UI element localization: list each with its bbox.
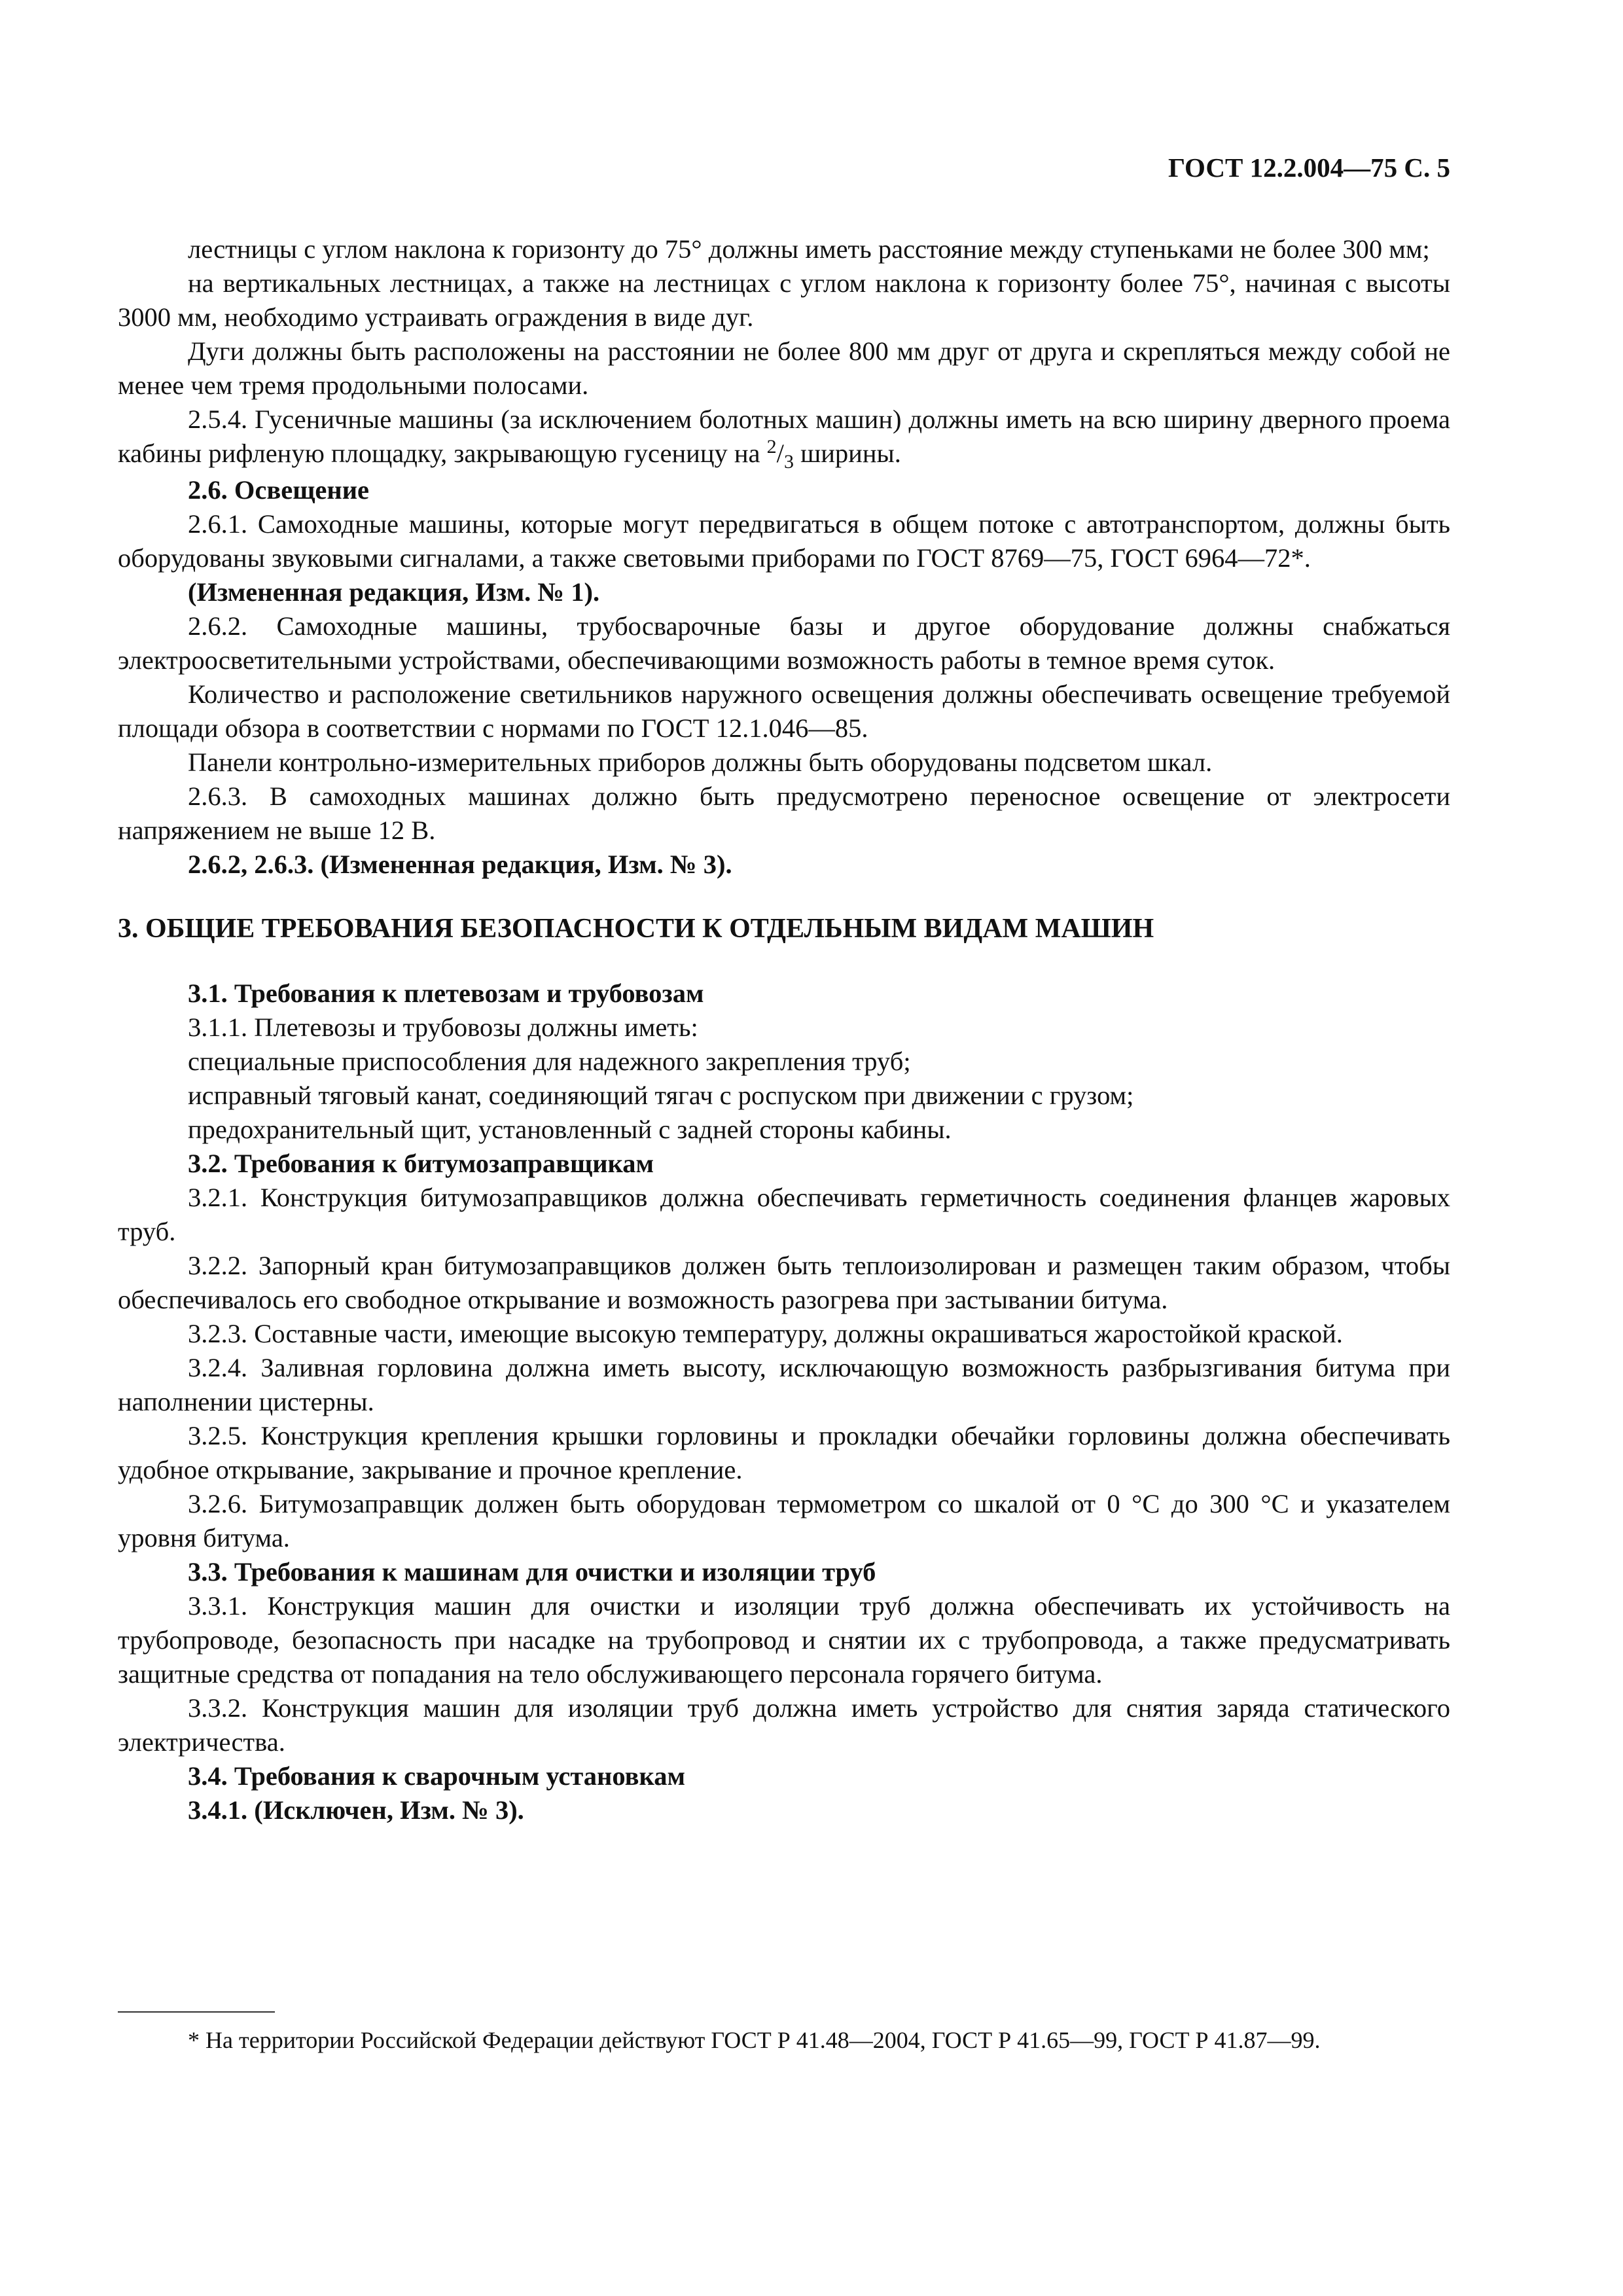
paragraph: исправный тяговый канат, соединяющий тягач с роспуском при движении с грузом;: [188, 1081, 1134, 1110]
paragraph: 3.2.5. Конструкция крепления крышки горловины и прокладки обечайки горловины должна обеспечивать удобное открывание, закрывание и прочное крепление.: [118, 1421, 1450, 1484]
subsection-heading: 3.3. Требования к машинам для очистки и изоляции труб: [188, 1557, 876, 1587]
footnote-divider: [118, 2011, 275, 2013]
paragraph: 2.6.3. В самоходных машинах должно быть предусмотрено переносное освещение от электросети напряжением не выше 12 В.: [118, 781, 1450, 845]
paragraph: [118, 848, 1450, 882]
paragraph: Панели контрольно-измерительных приборов должны быть оборудованы подсветом шкал.: [188, 747, 1213, 777]
revision-note: (Измененная редакция, Изм. № 3).: [320, 850, 732, 879]
fraction-numerator: 2: [766, 436, 777, 457]
paragraph: на вертикальных лестницах, а также на лестницах с углом наклона к горизонту более 75°, начиная с высоты 3000 мм, необходимо устраивать ограждения в виде дуг.: [118, 268, 1450, 332]
paragraph: лестницы с углом наклона к горизонту до 75° должны иметь расстояние между ступеньками не более 300 мм;: [188, 234, 1430, 264]
paragraph: 3.3.1. Конструкция машин для очистки и изоляции труб должна обеспечивать их устойчивость на трубопроводе, безопасность при насадке на трубопровод и снятии их с трубопровода, а также предусматривать защитные средства от попадания на тело обслуживающего персонала горячего битума.: [118, 1591, 1450, 1689]
paragraph: [118, 403, 1450, 473]
paragraph: 3.2.1. Конструкция битумозаправщиков должна обеспечивать герметичность соединения фланцев жаровых труб.: [118, 1183, 1450, 1246]
subsection-heading: 2.6. Освещение: [188, 475, 370, 505]
subsection-heading: 3.4. Требования к сварочным установкам: [188, 1761, 686, 1791]
document-body: [118, 232, 1450, 1827]
paragraph: 3.2.2. Запорный кран битумозаправщиков должен быть теплоизолирован и размещен таким образом, чтобы обеспечивалось его свободное открывание и возможность разогрева при застывании битума.: [118, 1251, 1450, 1314]
revision-note: (Исключен, Изм. № 3).: [254, 1795, 524, 1825]
subsection-heading: (Измененная редакция, Изм. № 1).: [188, 577, 600, 607]
fraction-slash: /: [776, 439, 784, 468]
paragraph: 2.6.2. Самоходные машины, трубосварочные базы и другое оборудование должны снабжаться электроосветительными устройствами, обеспечивающими возможность работы в темное время суток.: [118, 611, 1450, 675]
fraction-denominator: 3: [783, 451, 794, 473]
paragraph-text: ширины.: [793, 439, 901, 468]
clause-number: 2.6.2, 2.6.3.: [188, 850, 321, 879]
clause-number: 3.4.1.: [188, 1795, 255, 1825]
paragraph: специальные приспособления для надежного закрепления труб;: [188, 1047, 911, 1076]
subsection-heading: 3.2. Требования к битумозаправщикам: [188, 1149, 654, 1178]
section-heading: 3. ОБЩИЕ ТРЕБОВАНИЯ БЕЗОПАСНОСТИ К ОТДЕЛЬНЫМ ВИДАМ МАШИН: [118, 914, 1154, 944]
footnote: * На территории Российской Федерации действуют ГОСТ Р 41.48—2004, ГОСТ Р 41.65—99, ГОСТ Р 41.87—99.: [188, 2027, 1321, 2053]
paragraph: 3.2.6. Битумозаправщик должен быть оборудован термометром со шкалой от 0 °С до 300 °С и указателем уровня битума.: [118, 1489, 1450, 1552]
paragraph: Количество и расположение светильников наружного освещения должны обеспечивать освещение требуемой площади обзора в соответствии с нормами по ГОСТ 12.1.046—85.: [118, 679, 1450, 743]
paragraph: 3.2.4. Заливная горловина должна иметь высоту, исключающую возможность разбрызгивания битума при наполнении цистерны.: [118, 1353, 1450, 1416]
paragraph: Дуги должны быть расположены на расстоянии не более 800 мм друг от друга и скрепляться между собой не менее чем тремя продольными полосами.: [118, 336, 1450, 400]
paragraph: [118, 1793, 1450, 1827]
paragraph: 2.6.1. Самоходные машины, которые могут передвигаться в общем потоке с автотранспортом, должны быть оборудованы звуковыми сигналами, а также световыми приборами по ГОСТ 8769—75, ГОСТ 6964—72*.: [118, 509, 1450, 573]
paragraph: 3.3.2. Конструкция машин для изоляции труб должна иметь устройство для снятия заряда статического электричества.: [118, 1693, 1450, 1757]
paragraph-text: 2.5.4. Гусеничные машины (за исключением болотных машин) должны иметь на всю ширину дверного проема кабины рифленую площадку, закрывающую гусеницу на: [118, 404, 1450, 468]
paragraph: 3.1.1. Плетевозы и трубовозы должны иметь:: [188, 1013, 698, 1042]
subsection-heading: 3.1. Требования к плетевозам и трубовозам: [188, 978, 704, 1008]
paragraph: 3.2.3. Составные части, имеющие высокую температуру, должны окрашиваться жаростойкой краской.: [188, 1319, 1343, 1348]
paragraph: предохранительный щит, установленный с задней стороны кабины.: [188, 1115, 952, 1144]
page-header: ГОСТ 12.2.004—75 С. 5: [1168, 152, 1450, 183]
